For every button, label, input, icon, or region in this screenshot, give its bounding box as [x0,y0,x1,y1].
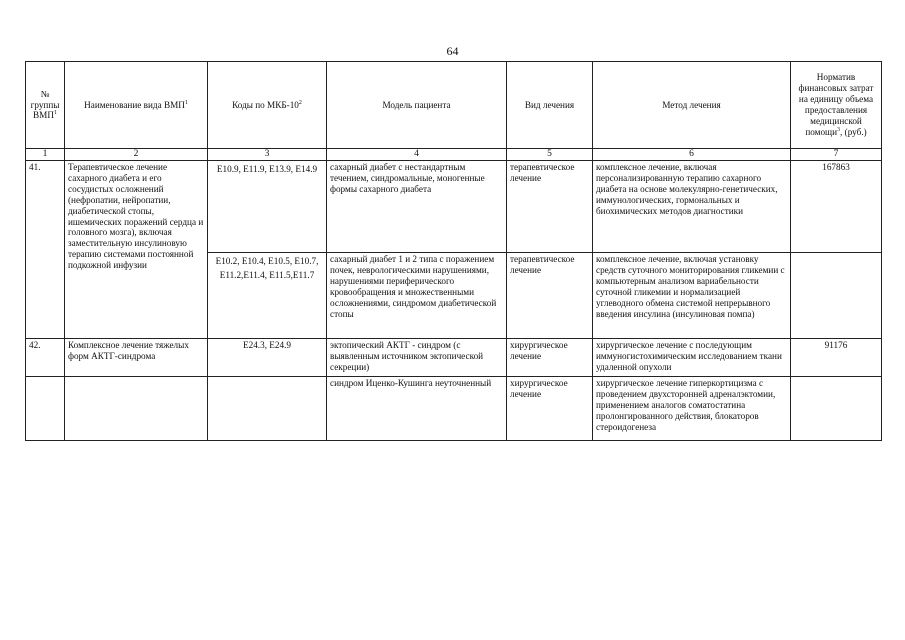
header-row [26,62,882,149]
group-number-empty [26,377,65,441]
treatment-method: комплексное лечение, включая персонализированную терапию сахарного диабета на основе молекулярно-генетических, иммунологических, гормональных и биохимических методов диагностики [593,161,791,253]
patient-model: сахарный диабет 1 и 2 типа с поражением почек, неврологическими нарушениями, нарушениями периферического кровообращения и множественными осложнениями, синдромом диабетической стопы [327,253,507,339]
treatment-type: терапевтическое лечение [507,253,593,339]
header-vmp-name: Наименование вида ВМП$^1$ [65,62,208,149]
icd-codes: E10.9, E11.9, E13.9, E14.9 [208,161,327,253]
table-row [26,377,882,441]
header-treatment-type: Вид лечения [507,62,593,149]
page-number: 64 [446,44,459,58]
icd-codes: E24.3, E24.9 [208,339,327,377]
icd-codes [208,377,327,441]
header-treatment-method: Метод лечения [593,62,791,149]
cost-norm: 91176 [791,339,882,377]
treatment-type: терапевтическое лечение [507,161,593,253]
column-number: 7 [791,149,882,161]
cost-norm-empty [791,377,882,441]
patient-model: эктопический АКТГ - синдром (с выявленным источником эктопической секреции) [327,339,507,377]
treatment-type: хирургическое лечение [507,339,593,377]
table-row [26,161,882,253]
column-number: 5 [507,149,593,161]
header-cost-norm: Норматив финансовых затрат на единицу объема предоставления медицинской помощи$^3$, (руб.) [791,62,882,149]
column-number: 1 [26,149,65,161]
group-number: 41. [26,161,65,339]
icd-codes: E10.2, E10.4, E10.5, E10.7, E11.2,E11.4, E11.5,E11.7 [208,253,327,339]
treatment-method: хирургическое лечение с последующим иммуногистохимическим исследованием ткани удаленной опухоли [593,339,791,377]
table-row [26,339,882,377]
column-number-row [26,149,882,161]
header-patient-model: Модель пациента [327,62,507,149]
treatment-method: хирургическое лечение гиперкортицизма с проведением двухсторонней адреналэктомии, применением аналогов соматостатина пролонгированного действия, блокаторов стероидогенеза [593,377,791,441]
cost-norm-empty [791,253,882,339]
patient-model: синдром Иценко-Кушинга неуточненный [327,377,507,441]
group-number: 42. [26,339,65,377]
column-number: 6 [593,149,791,161]
vmp-name-empty [65,377,208,441]
patient-model: сахарный диабет с нестандартным течением, синдромальные, моногенные формы сахарного диабета [327,161,507,253]
vmp-name: Терапевтическое лечение сахарного диабета и его сосудистых осложнений (нефропатии, нейропатии, диабетической стопы, ишемических поражений сердца и головного мозга), включая заместительную инсулиновую терапию системами постоянной подкожной инфузии [65,161,208,339]
column-number: 2 [65,149,208,161]
column-number: 4 [327,149,507,161]
treatment-type: хирургическое лечение [507,377,593,441]
treatment-method: комплексное лечение, включая установку средств суточного мониторирования гликемии с компьютерным анализом вариабельности суточной гликемии и нормализацией углеводного обмена системой непрерывного введения инсулина (инсулиновая помпа) [593,253,791,339]
cost-norm: 167863 [791,161,882,253]
header-group-number: № группы ВМП$^1$ [26,62,65,149]
vmp-table [25,61,882,441]
header-icd-codes: Коды по МКБ-$10^2$ [208,62,327,149]
vmp-name: Комплексное лечение тяжелых форм АКТГ-синдрома [65,339,208,377]
column-number: 3 [208,149,327,161]
